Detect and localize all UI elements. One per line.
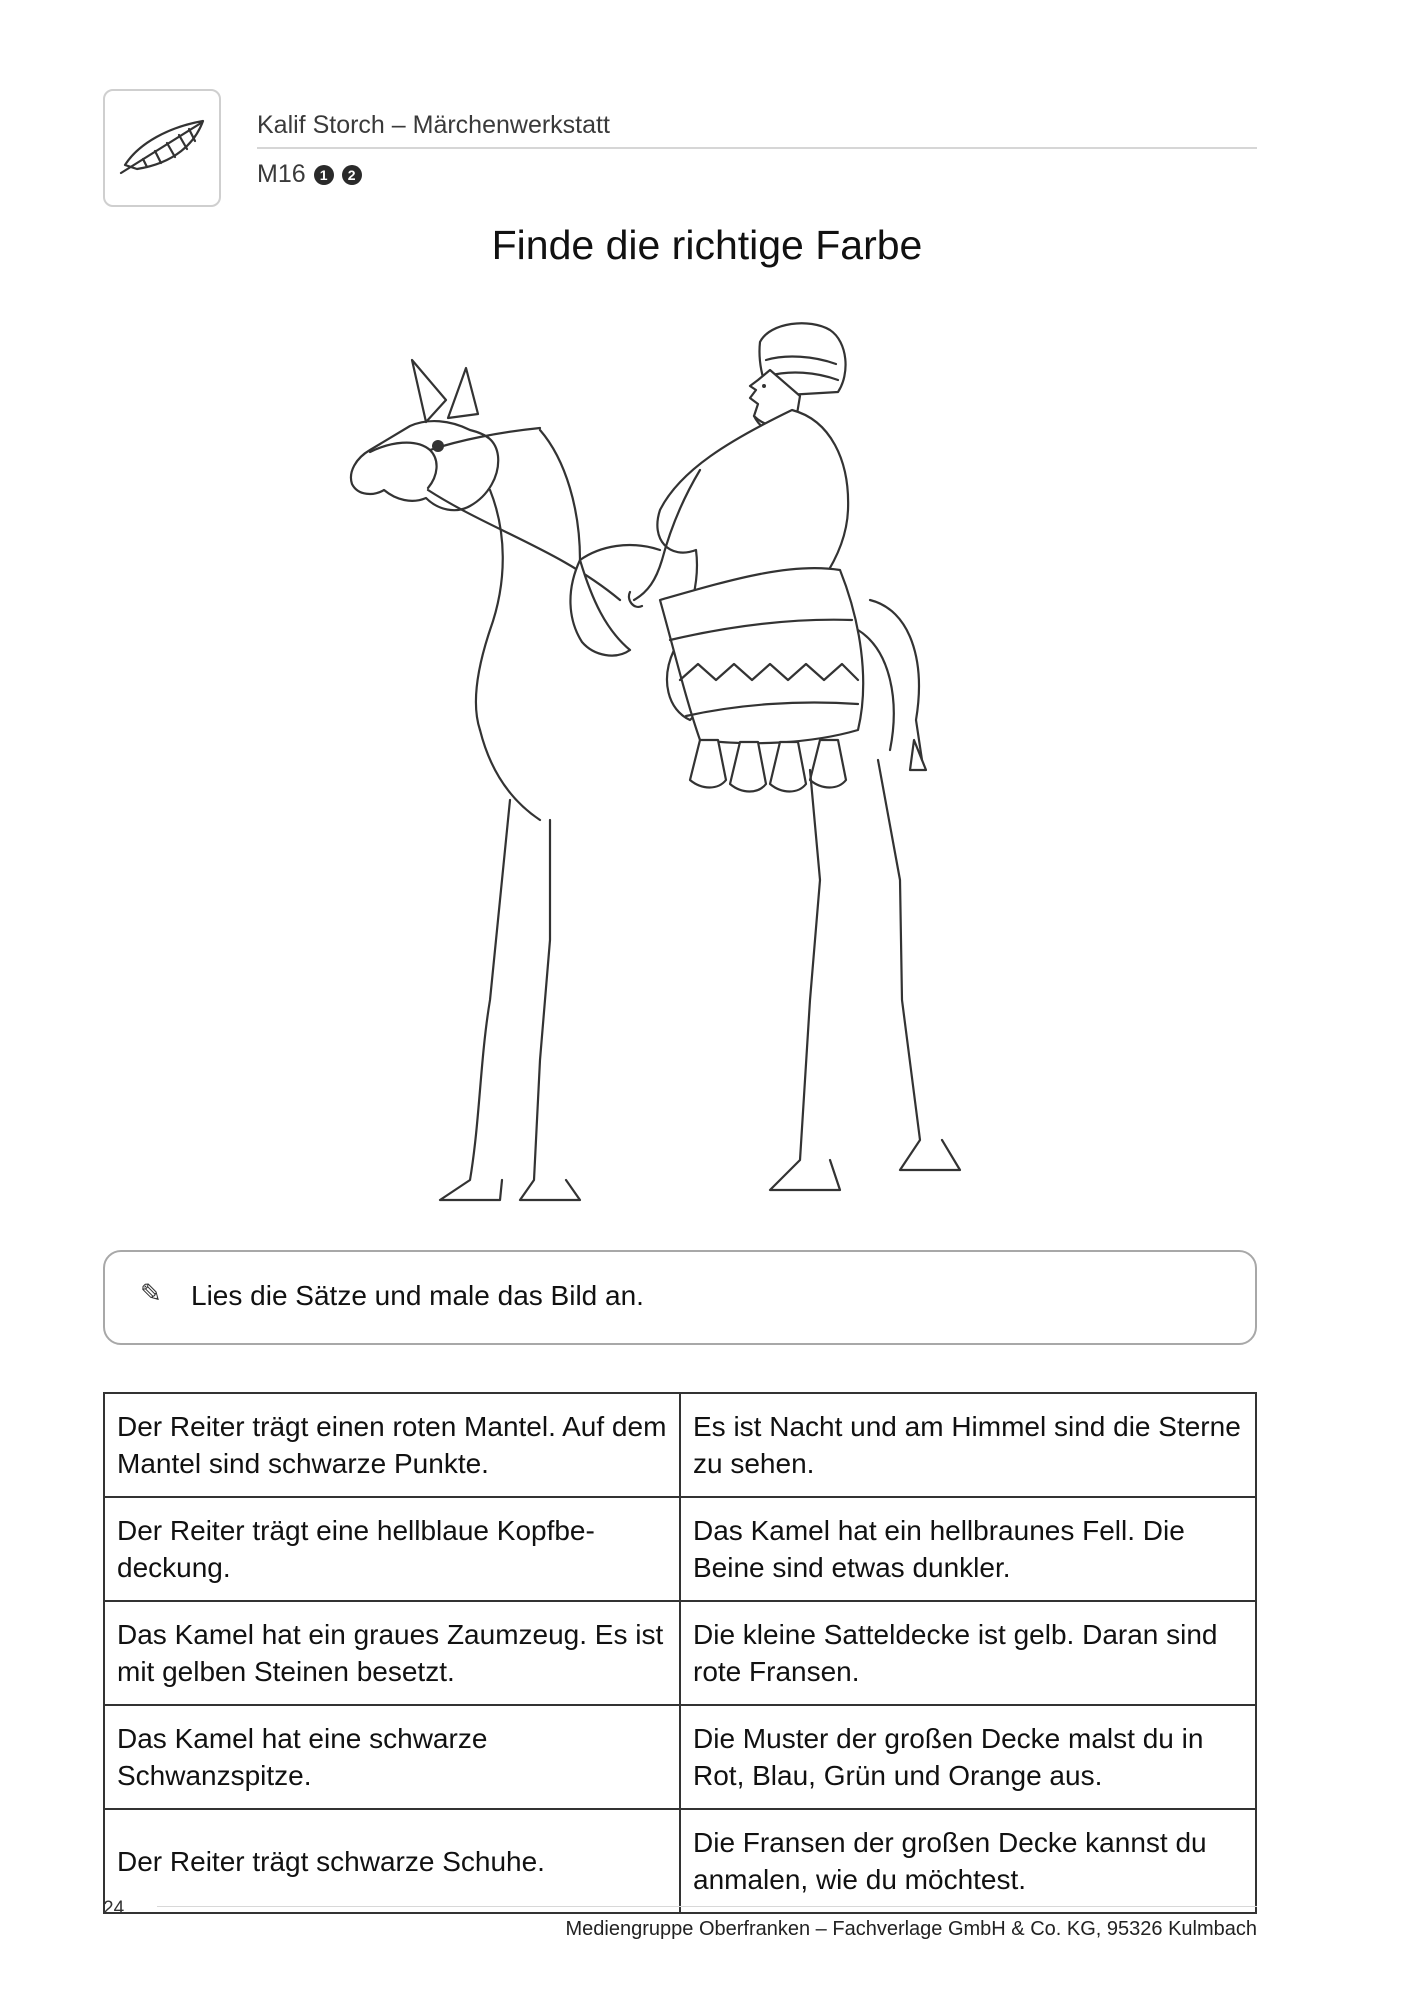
sentence-cell: Das Kamel hat ein hellbraunes Fell. Die Beine sind etwas dunkler. — [680, 1497, 1256, 1601]
sentence-cell: Das Kamel hat ein graues Zaumzeug. Es ist mit gelben Steinen besetzt. — [104, 1601, 680, 1705]
pencil-icon: ✎ — [140, 1278, 162, 1308]
series-logo — [103, 89, 221, 207]
series-title: Kalif Storch – Märchenwerkstatt — [257, 111, 610, 139]
sentence-cell: Es ist Nacht und am Himmel sind die Sterne zu sehen. — [680, 1393, 1256, 1497]
sentence-cell: Der Reiter trägt schwarze Schuhe. — [104, 1809, 680, 1913]
sentence-cell: Der Reiter trägt eine hellblaue Kopfbe-deckung. — [104, 1497, 680, 1601]
material-code: M16 — [257, 160, 306, 188]
level-badge-2: 2 — [342, 165, 362, 185]
table-row — [104, 1393, 1256, 1497]
sentence-cell: Die Fransen der großen Decke kannst du anmalen, wie du möchtest. — [680, 1809, 1256, 1913]
sentence-cell: Die kleine Satteldecke ist gelb. Daran sind rote Fransen. — [680, 1601, 1256, 1705]
table-row — [104, 1809, 1256, 1913]
level-badge-1: 1 — [314, 165, 334, 185]
sentence-cell: Das Kamel hat eine schwarze Schwanzspitze. — [104, 1705, 680, 1809]
camel-rider-illustration — [330, 300, 1050, 1250]
instruction-text: Lies die Sätze und male das Bild an. — [191, 1280, 644, 1311]
page-number: 24 — [103, 1898, 125, 1919]
footer-divider — [157, 1906, 1257, 1907]
publisher-line: Mediengruppe Oberfranken – Fachverlage GmbH & Co. KG, 95326 Kulmbach — [565, 1918, 1257, 1940]
sentence-table — [103, 1392, 1257, 1914]
page-title: Finde die richtige Farbe — [491, 222, 923, 268]
leaf-icon — [117, 113, 211, 185]
table-row — [104, 1497, 1256, 1601]
table-row — [104, 1705, 1256, 1809]
material-code-row — [257, 160, 362, 189]
header-divider — [257, 147, 1257, 149]
instruction-box — [103, 1250, 1257, 1345]
table-row — [104, 1601, 1256, 1705]
sentence-cell: Der Reiter trägt einen roten Mantel. Auf dem Mantel sind schwarze Punkte. — [104, 1393, 680, 1497]
sentence-cell: Die Muster der großen Decke malst du in Rot, Blau, Grün und Orange aus. — [680, 1705, 1256, 1809]
